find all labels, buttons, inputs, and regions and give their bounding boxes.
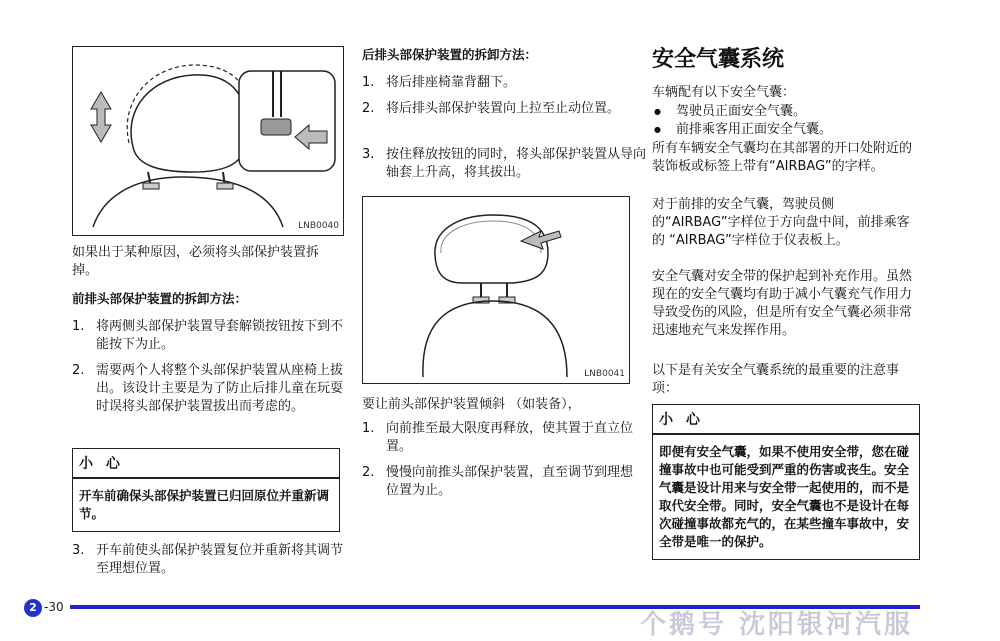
- bullet-item: ● 驾驶员正面安全气囊。: [652, 103, 924, 121]
- caution-box-2: [652, 404, 920, 560]
- para-2: 对于前排的安全气囊，驾驶员侧的“AIRBAG”字样位于方向盘中间，前排乘客的 “AIRBAG”字样位于仪表板上。: [652, 197, 910, 248]
- headrest-adjust-figure: [72, 46, 344, 236]
- rear-step-1: 1. 将后排座椅靠背翻下。: [362, 75, 517, 90]
- chapter-badge: 2: [24, 599, 42, 617]
- page-number: -30: [44, 600, 64, 614]
- headrest-illustration: [73, 47, 343, 235]
- tilt-step-2: 2. 慢慢向前推头部保护装置，直至调节到理想位置为止。: [362, 465, 634, 498]
- tilt-step-1: 1. 向前推至最大限度再释放，使其置于直立位置。: [362, 421, 634, 454]
- figure-code: LNB0040: [298, 221, 339, 231]
- bullet-item: ● 前排乘客用正面安全气囊。: [652, 121, 924, 139]
- watermark: 个鹅号 沈阳银河汽服: [640, 610, 914, 640]
- front-step-3: 3. 开车前使头部保护装置复位并重新将其调节至理想位置。: [72, 543, 344, 576]
- rear-heading: 后排头部保护装置的拆卸方法：: [362, 47, 538, 62]
- front-heading: 前排头部保护装置的拆卸方法：: [72, 291, 248, 306]
- para-3: 安全气囊对安全带的保护起到补充作用。虽然现在的安全气囊均有助于减小气囊充气作用力导致受伤的风险，但是所有安全气囊必须非常迅速地充气来发挥作用。: [652, 269, 913, 338]
- para-4: 以下是有关安全气囊系统的最重要的注意事项：: [652, 363, 900, 396]
- rear-step-2: 2. 将后排头部保护装置向上拉至止动位置。: [362, 101, 621, 116]
- tilt-illustration: [363, 197, 629, 383]
- caution-title: 小 心: [73, 449, 339, 479]
- section-title: 安全气囊系统: [652, 47, 785, 72]
- para-1: 所有车辆安全气囊均在其部署的开口处附近的装饰板或标签上带有“AIRBAG”的字样。: [652, 141, 913, 174]
- caution-box-1: [72, 448, 340, 532]
- airbag-intro: 车辆配有以下安全气囊：: [652, 85, 796, 100]
- caution-title: 小 心: [653, 405, 919, 435]
- caution-text: 即便有安全气囊，如果不使用安全带，您在碰撞事故中也可能受到严重的伤害或丧生。安全气囊是设计用来与安全带一起使用的，而不是取代安全带。同时，安全气囊也不是设计在每次碰撞事故都充气的，在某些撞车事故中，安全带是唯一的保护。: [659, 444, 910, 549]
- figure-code: LNB0041: [584, 369, 625, 379]
- rear-step-3: 3. 按住释放按钮的同时，将头部保护装置从导向轴套上升高，将其拔出。: [362, 147, 647, 180]
- intro-text: 如果出于某种原因，必须将头部保护装置拆掉。: [72, 245, 320, 278]
- headrest-tilt-figure: [362, 196, 630, 384]
- front-step-1: 1. 将两侧头部保护装置导套解锁按钮按下到不能按下为止。: [72, 319, 344, 352]
- caution-text: 开车前确保头部保护装置已归回原位并重新调节。: [79, 488, 330, 521]
- tilt-intro: 要让前头部保护装置倾斜 （如装备），: [362, 397, 581, 412]
- front-step-2: 2. 需要两个人将整个头部保护装置从座椅上拔出。该设计主要是为了防止后排儿童在玩耍时误将头部保护装置拔出而考虑的。: [72, 363, 344, 414]
